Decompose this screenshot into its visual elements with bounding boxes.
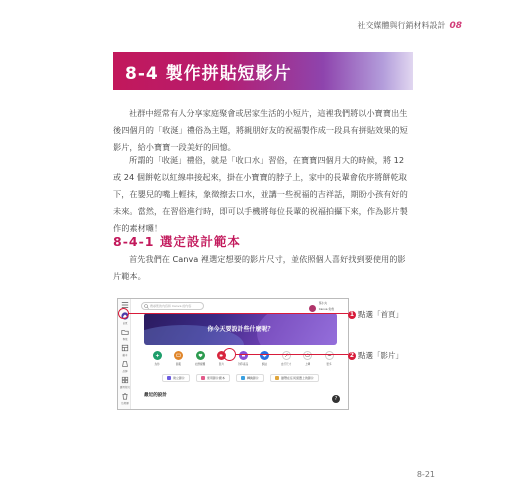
- convert-video-icon: [241, 376, 245, 380]
- callout-2-highlight: [223, 348, 236, 361]
- paragraph-3: 首先我們在 Canva 裡選定想要的影片尺寸，並依照個人喜好找到要使用的影片範本。: [113, 254, 406, 281]
- sidebar-label-apps: 應用程式: [119, 386, 130, 389]
- settings-icon[interactable]: [291, 305, 297, 311]
- callout-1-line: [129, 313, 348, 314]
- quick-action-label: 建立影片: [173, 376, 186, 380]
- category-label: 更多: [326, 363, 332, 366]
- user-plan: Canva 免費: [318, 307, 334, 311]
- category-social-media[interactable]: [191, 351, 209, 366]
- video-template-icon: [201, 376, 205, 380]
- recent-designs-title: 最近的設計: [144, 393, 167, 398]
- folder-icon[interactable]: [120, 327, 129, 336]
- quick-action-label: 使用影片範本: [207, 376, 226, 380]
- search-icon: [144, 304, 149, 309]
- help-button[interactable]: ?: [332, 395, 340, 403]
- heart-icon: [196, 351, 205, 360]
- presentation-icon: [174, 351, 183, 360]
- section-title: 8-4 製作拼貼短影片: [125, 64, 292, 84]
- quick-action-row: [162, 374, 319, 382]
- apps-icon[interactable]: [120, 375, 129, 384]
- subsection-title: 8-4-1 選定設計範本: [113, 234, 241, 249]
- page-number: 8-21: [416, 470, 435, 479]
- sidebar-label-templates: 範本: [122, 354, 128, 357]
- paragraph-1: 社群中經常有人分享家庭聚會或居家生活的小短片，這裡我們將以小寶寶出生後四個月的「收涎」禮俗為主題，將親朋好友的祝福製作成一段具有拼貼效果的短影片，給小寶寶一段美好的回憶。: [113, 108, 408, 152]
- category-for-you[interactable]: [148, 351, 166, 366]
- callout-1-text: 點選「首頁」: [358, 310, 403, 319]
- quick-action-browse-video[interactable]: [270, 374, 319, 382]
- category-label: 影片: [218, 363, 225, 366]
- category-label: 自訂尺寸: [280, 363, 292, 366]
- sidebar-label-brand: 品牌: [122, 370, 128, 373]
- category-label: 列印產品: [237, 363, 249, 366]
- search-placeholder: 搜尋您的內容和 Canva 的內容: [150, 304, 192, 308]
- user-name: 蔡小丸: [318, 301, 328, 305]
- canva-topbar: [132, 299, 349, 313]
- callout-1: [348, 309, 403, 320]
- callout-2-number: 2: [349, 352, 355, 359]
- avatar[interactable]: [309, 305, 316, 312]
- callout-2-text: 點選「影片」: [358, 351, 403, 360]
- sparkle-icon: [153, 351, 162, 360]
- resize-icon: [282, 351, 291, 360]
- callout-1-number: 1: [349, 311, 355, 318]
- brand-icon[interactable]: [120, 359, 129, 368]
- callout-2: [348, 350, 403, 361]
- trash-icon[interactable]: [120, 391, 129, 400]
- print-icon: [239, 351, 248, 360]
- category-label: 為你: [154, 363, 160, 366]
- search-input[interactable]: [141, 302, 204, 310]
- section-banner: [113, 52, 413, 90]
- monitor-icon: [260, 351, 269, 360]
- category-presentation[interactable]: [170, 351, 188, 366]
- hero-question: 你今天要設計些什麼呢？: [207, 326, 274, 333]
- running-header: [357, 20, 462, 31]
- quick-action-convert-video[interactable]: [236, 374, 264, 382]
- cloud-upload-icon: [303, 351, 312, 360]
- sidebar-label-home: 首頁: [122, 322, 128, 325]
- create-video-icon: [167, 376, 171, 380]
- hero-banner: [144, 313, 337, 345]
- quick-action-label: 轉換影片: [247, 376, 260, 380]
- sidebar-label-projects: 專案: [122, 338, 128, 341]
- quick-action-label: 瀏覽在任何裝置上的影片: [281, 376, 315, 380]
- category-label: 上傳: [304, 363, 311, 366]
- quick-action-create-video[interactable]: [162, 374, 190, 382]
- book-title: 社交媒體與行銷材料設計: [357, 21, 446, 30]
- category-label: 網站: [261, 363, 268, 366]
- more-icon: [325, 351, 334, 360]
- callout-1-highlight: [118, 308, 129, 319]
- template-icon[interactable]: [120, 343, 129, 352]
- callout-2-line: [236, 354, 348, 355]
- category-label: 社群媒體: [194, 363, 206, 366]
- chapter-number: 08: [449, 21, 462, 31]
- paragraph-2: 所謂的「收涎」禮俗，就是「收口水」習俗，在寶寶四個月大的時候，將 12 或 24 個餅乾以紅線串接起來，掛在小寶寶的脖子上，家中的長輩會依序將餅乾取下，在嬰兒的嘴上輕抹，象徵擦去口水，並講一些祝福的吉祥話，期盼小孩有好的未來。當然，在習俗進行時，即可以手機將每位長輩的祝福拍攝下來，作為影片製作的素材囉！: [113, 155, 408, 233]
- notification-icon[interactable]: [300, 305, 306, 311]
- browse-video-icon: [275, 376, 279, 380]
- category-label: 簡報: [175, 363, 182, 366]
- sidebar-label-trash: 垃圾桶: [121, 402, 129, 405]
- quick-action-video-template[interactable]: [196, 374, 230, 382]
